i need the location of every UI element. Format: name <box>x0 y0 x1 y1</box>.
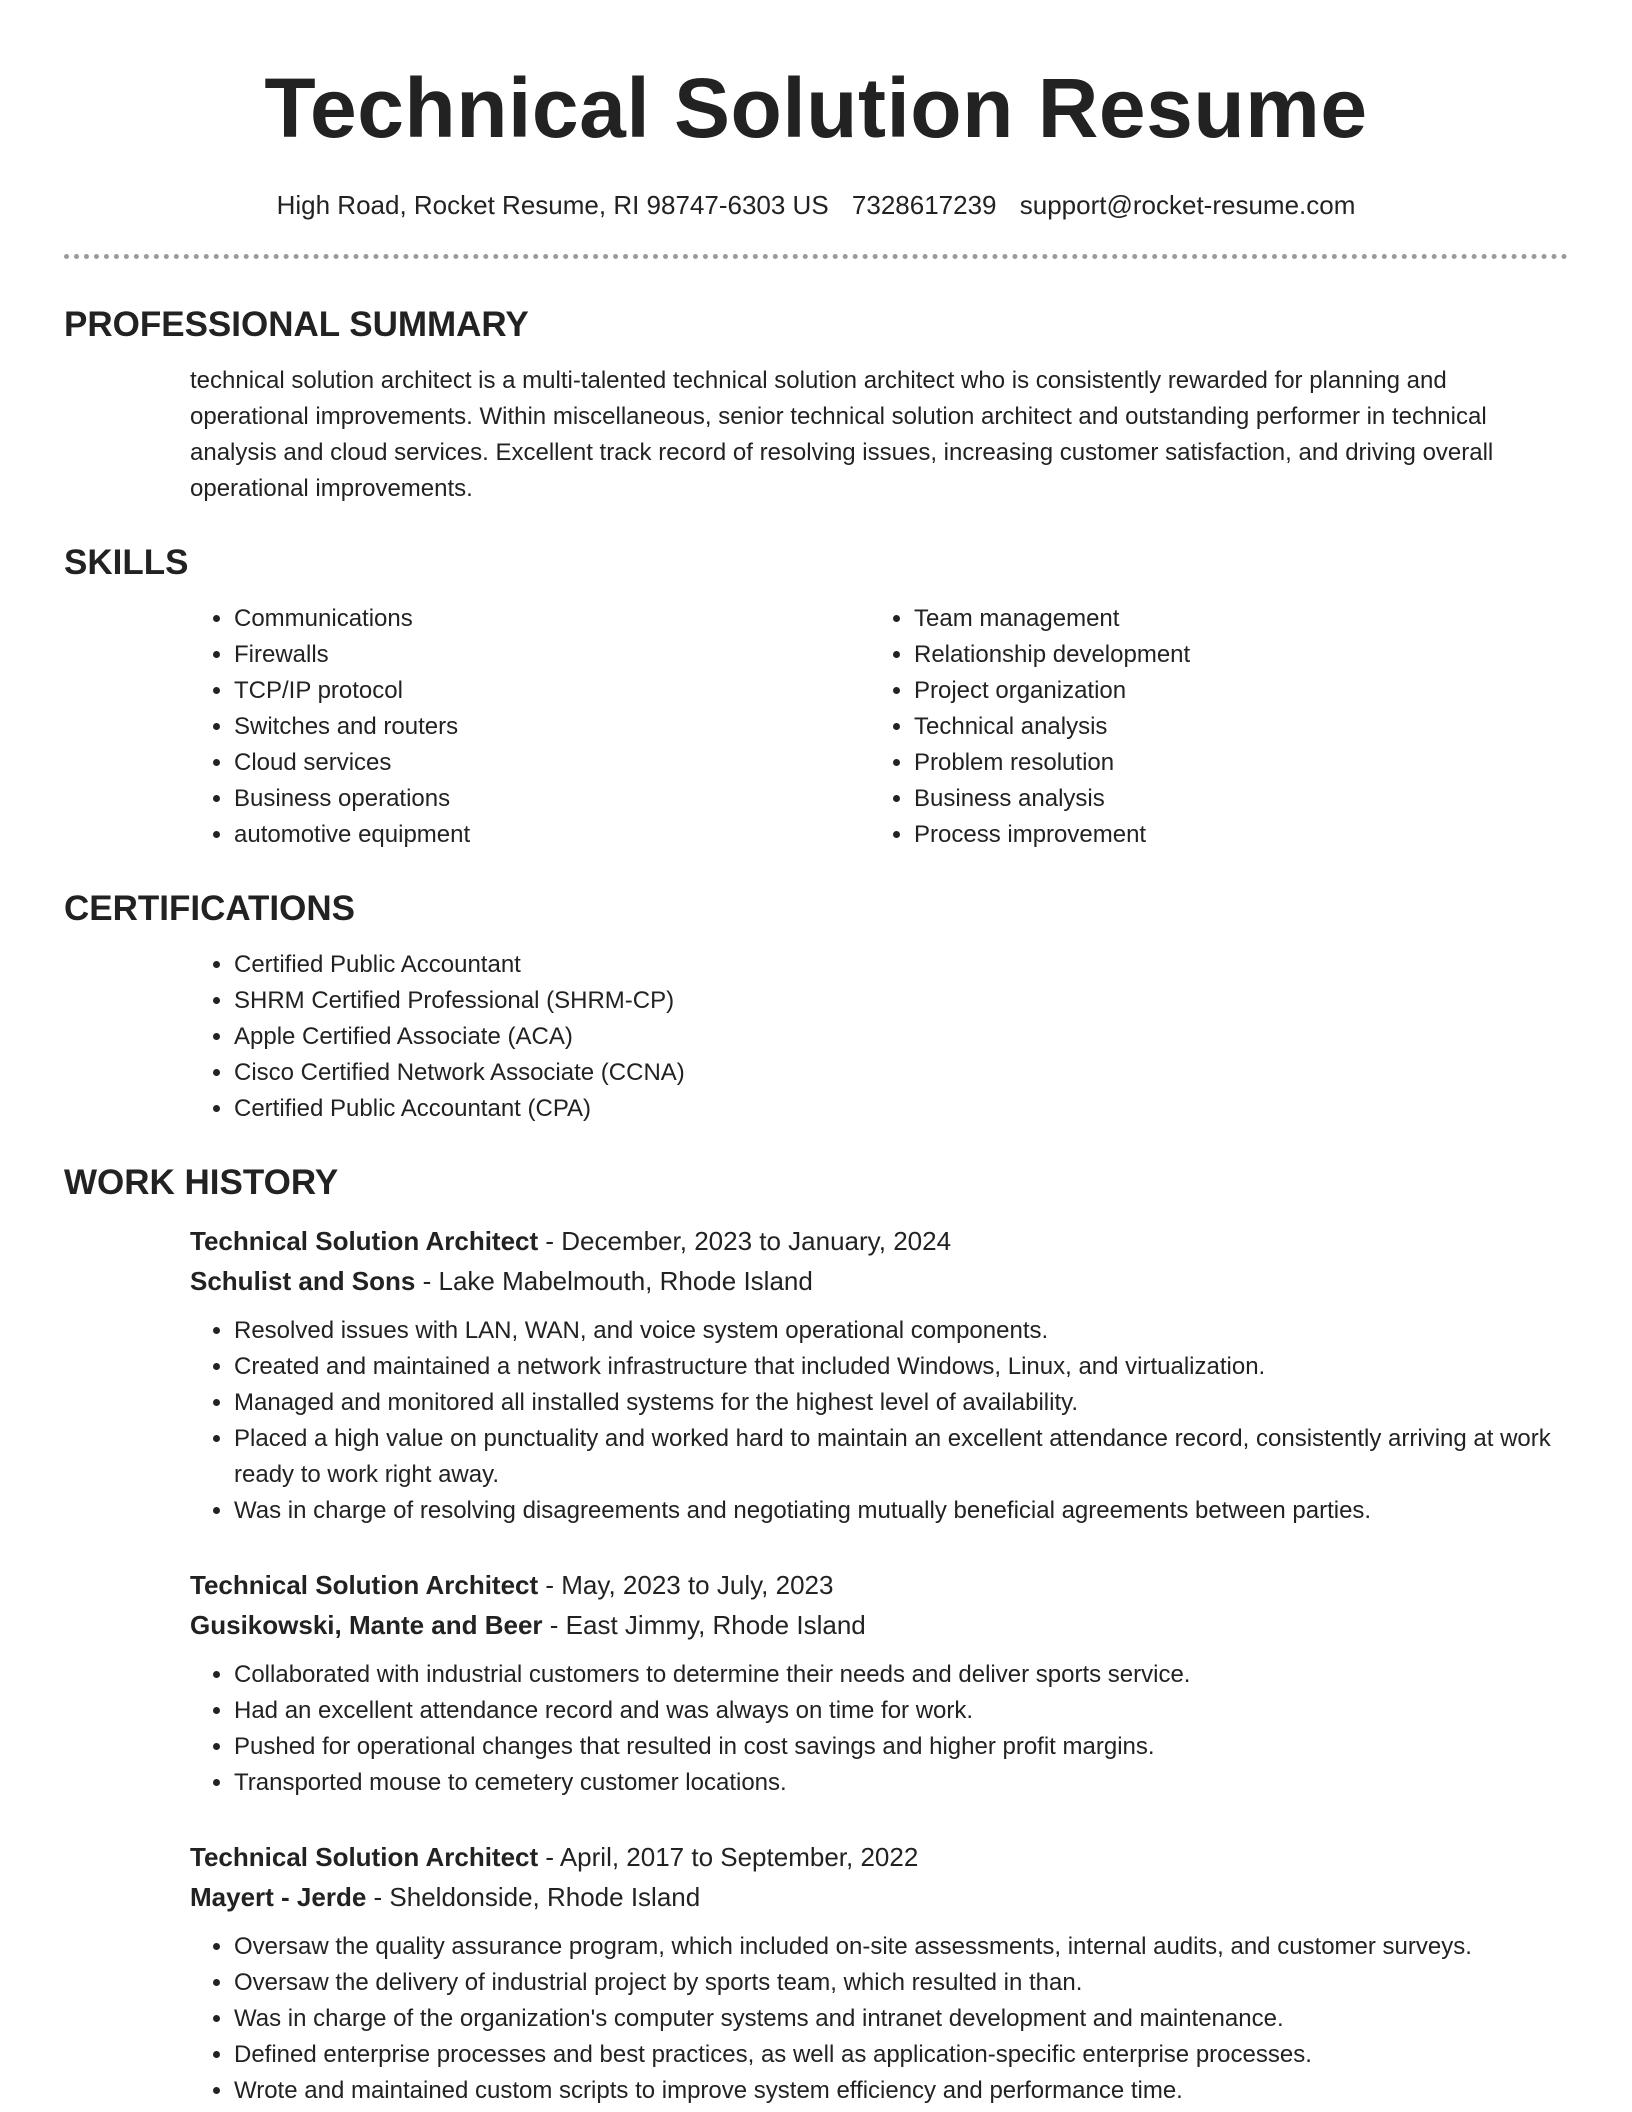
skills-list-right <box>870 601 1550 853</box>
list-item: • Oversaw the delivery of industrial project by sports team, which resulted in than. <box>234 1965 1568 2001</box>
job-entry <box>190 1221 1568 1529</box>
certifications-body <box>190 947 1568 1127</box>
list-item: • SHRM Certified Professional (SHRM-CP) <box>234 983 1568 1019</box>
header-divider <box>64 254 1568 259</box>
job-company: Schulist and Sons <box>190 1266 416 1296</box>
list-item: • TCP/IP protocol <box>234 673 870 709</box>
list-item: • Team management <box>914 601 1550 637</box>
section-professional-summary <box>64 303 1568 507</box>
list-item: • Transported mouse to cemetery customer locations. <box>234 1765 1568 1801</box>
job-dates: - April, 2017 to September, 2022 <box>538 1842 919 1872</box>
section-title-work-history: WORK HISTORY <box>64 1163 339 1202</box>
certifications-list <box>190 947 1568 1127</box>
list-item: • Project organization <box>914 673 1550 709</box>
list-item: • Apple Certified Associate (ACA) <box>234 1019 1568 1055</box>
job-dates: - May, 2023 to July, 2023 <box>538 1570 834 1600</box>
contact-email: support@rocket-resume.com <box>1019 190 1356 220</box>
list-item: • Business operations <box>234 781 870 817</box>
summary-text: technical solution architect is a multi-talented technical solution architect who is consistently rewarded for planning and operational improvements. Within miscellaneous, senior technical solution architect and outstanding performer in technical analysis and cloud services. Excellent track record of resolving issues, increasing customer satisfaction, and driving overall operational improvements. <box>190 367 1494 502</box>
job-role-line <box>190 1837 1568 1877</box>
skills-column-left <box>190 601 870 853</box>
list-item: • automotive equipment <box>234 817 870 853</box>
job-company-line <box>190 1877 1568 1917</box>
work-history-body <box>190 1221 1568 2109</box>
job-dates: - December, 2023 to January, 2024 <box>538 1226 952 1256</box>
skills-list-left <box>190 601 870 853</box>
list-item: • Relationship development <box>914 637 1550 673</box>
job-location: - Lake Mabelmouth, Rhode Island <box>415 1266 813 1296</box>
list-item: • Process improvement <box>914 817 1550 853</box>
list-item: • Created and maintained a network infrastructure that included Windows, Linux, and virtualization. <box>234 1349 1568 1385</box>
section-certifications <box>64 887 1568 1127</box>
section-title-skills: SKILLS <box>64 543 189 582</box>
list-item: • Wrote and maintained custom scripts to improve system efficiency and performance time. <box>234 2073 1568 2109</box>
list-item: • Technical analysis <box>914 709 1550 745</box>
list-item: • Certified Public Accountant (CPA) <box>234 1091 1568 1127</box>
job-company-line <box>190 1605 1568 1645</box>
summary-body <box>190 363 1568 507</box>
job-bullets <box>190 1657 1568 1801</box>
job-company: Gusikowski, Mante and Beer <box>190 1610 543 1640</box>
job-bullets <box>190 1929 1568 2109</box>
section-title-certifications: CERTIFICATIONS <box>64 889 356 928</box>
skills-grid <box>190 601 1568 853</box>
list-item: • Placed a high value on punctuality and worked hard to maintain an excellent attendance record, consistently arriving at work ready to work right away. <box>234 1421 1568 1493</box>
job-company: Mayert - Jerde <box>190 1882 367 1912</box>
list-item: • Business analysis <box>914 781 1550 817</box>
job-location: - Sheldonside, Rhode Island <box>366 1882 701 1912</box>
section-title-summary: PROFESSIONAL SUMMARY <box>64 305 529 344</box>
list-item: • Problem resolution <box>914 745 1550 781</box>
list-item: • Cisco Certified Network Associate (CCNA) <box>234 1055 1568 1091</box>
job-role-line <box>190 1221 1568 1261</box>
list-item: • Was in charge of the organization's computer systems and intranet development and maintenance. <box>234 2001 1568 2037</box>
job-role: Technical Solution Architect <box>190 1226 539 1256</box>
job-entry <box>190 1565 1568 1801</box>
list-item: • Collaborated with industrial customers to determine their needs and deliver sports service. <box>234 1657 1568 1693</box>
job-role: Technical Solution Architect <box>190 1842 539 1872</box>
list-item: • Firewalls <box>234 637 870 673</box>
job-role-line <box>190 1565 1568 1605</box>
list-item: • Managed and monitored all installed systems for the highest level of availability. <box>234 1385 1568 1421</box>
section-work-history <box>64 1161 1568 2109</box>
list-item: • Oversaw the quality assurance program, which included on-site assessments, internal audits, and customer surveys. <box>234 1929 1568 1965</box>
list-item: • Cloud services <box>234 745 870 781</box>
section-skills <box>64 541 1568 853</box>
list-item: • Communications <box>234 601 870 637</box>
list-item: • Switches and routers <box>234 709 870 745</box>
list-item: • Had an excellent attendance record and was always on time for work. <box>234 1693 1568 1729</box>
resume-title: Technical Solution Resume <box>264 61 1368 155</box>
job-entry <box>190 1837 1568 2109</box>
list-item: • Defined enterprise processes and best practices, as well as application-specific enterprise processes. <box>234 2037 1568 2073</box>
job-location: - East Jimmy, Rhode Island <box>542 1610 866 1640</box>
list-item: • Pushed for operational changes that resulted in cost savings and higher profit margins. <box>234 1729 1568 1765</box>
contact-phone: 7328617239 <box>851 190 997 220</box>
skills-column-right <box>870 601 1550 853</box>
list-item: • Certified Public Accountant <box>234 947 1568 983</box>
contact-info <box>64 188 1568 222</box>
contact-address: High Road, Rocket Resume, RI 98747-6303 US <box>276 190 829 220</box>
job-role: Technical Solution Architect <box>190 1570 539 1600</box>
job-bullets <box>190 1313 1568 1529</box>
job-company-line <box>190 1261 1568 1301</box>
list-item: • Was in charge of resolving disagreements and negotiating mutually beneficial agreements between parties. <box>234 1493 1568 1529</box>
list-item: • Resolved issues with LAN, WAN, and voice system operational components. <box>234 1313 1568 1349</box>
